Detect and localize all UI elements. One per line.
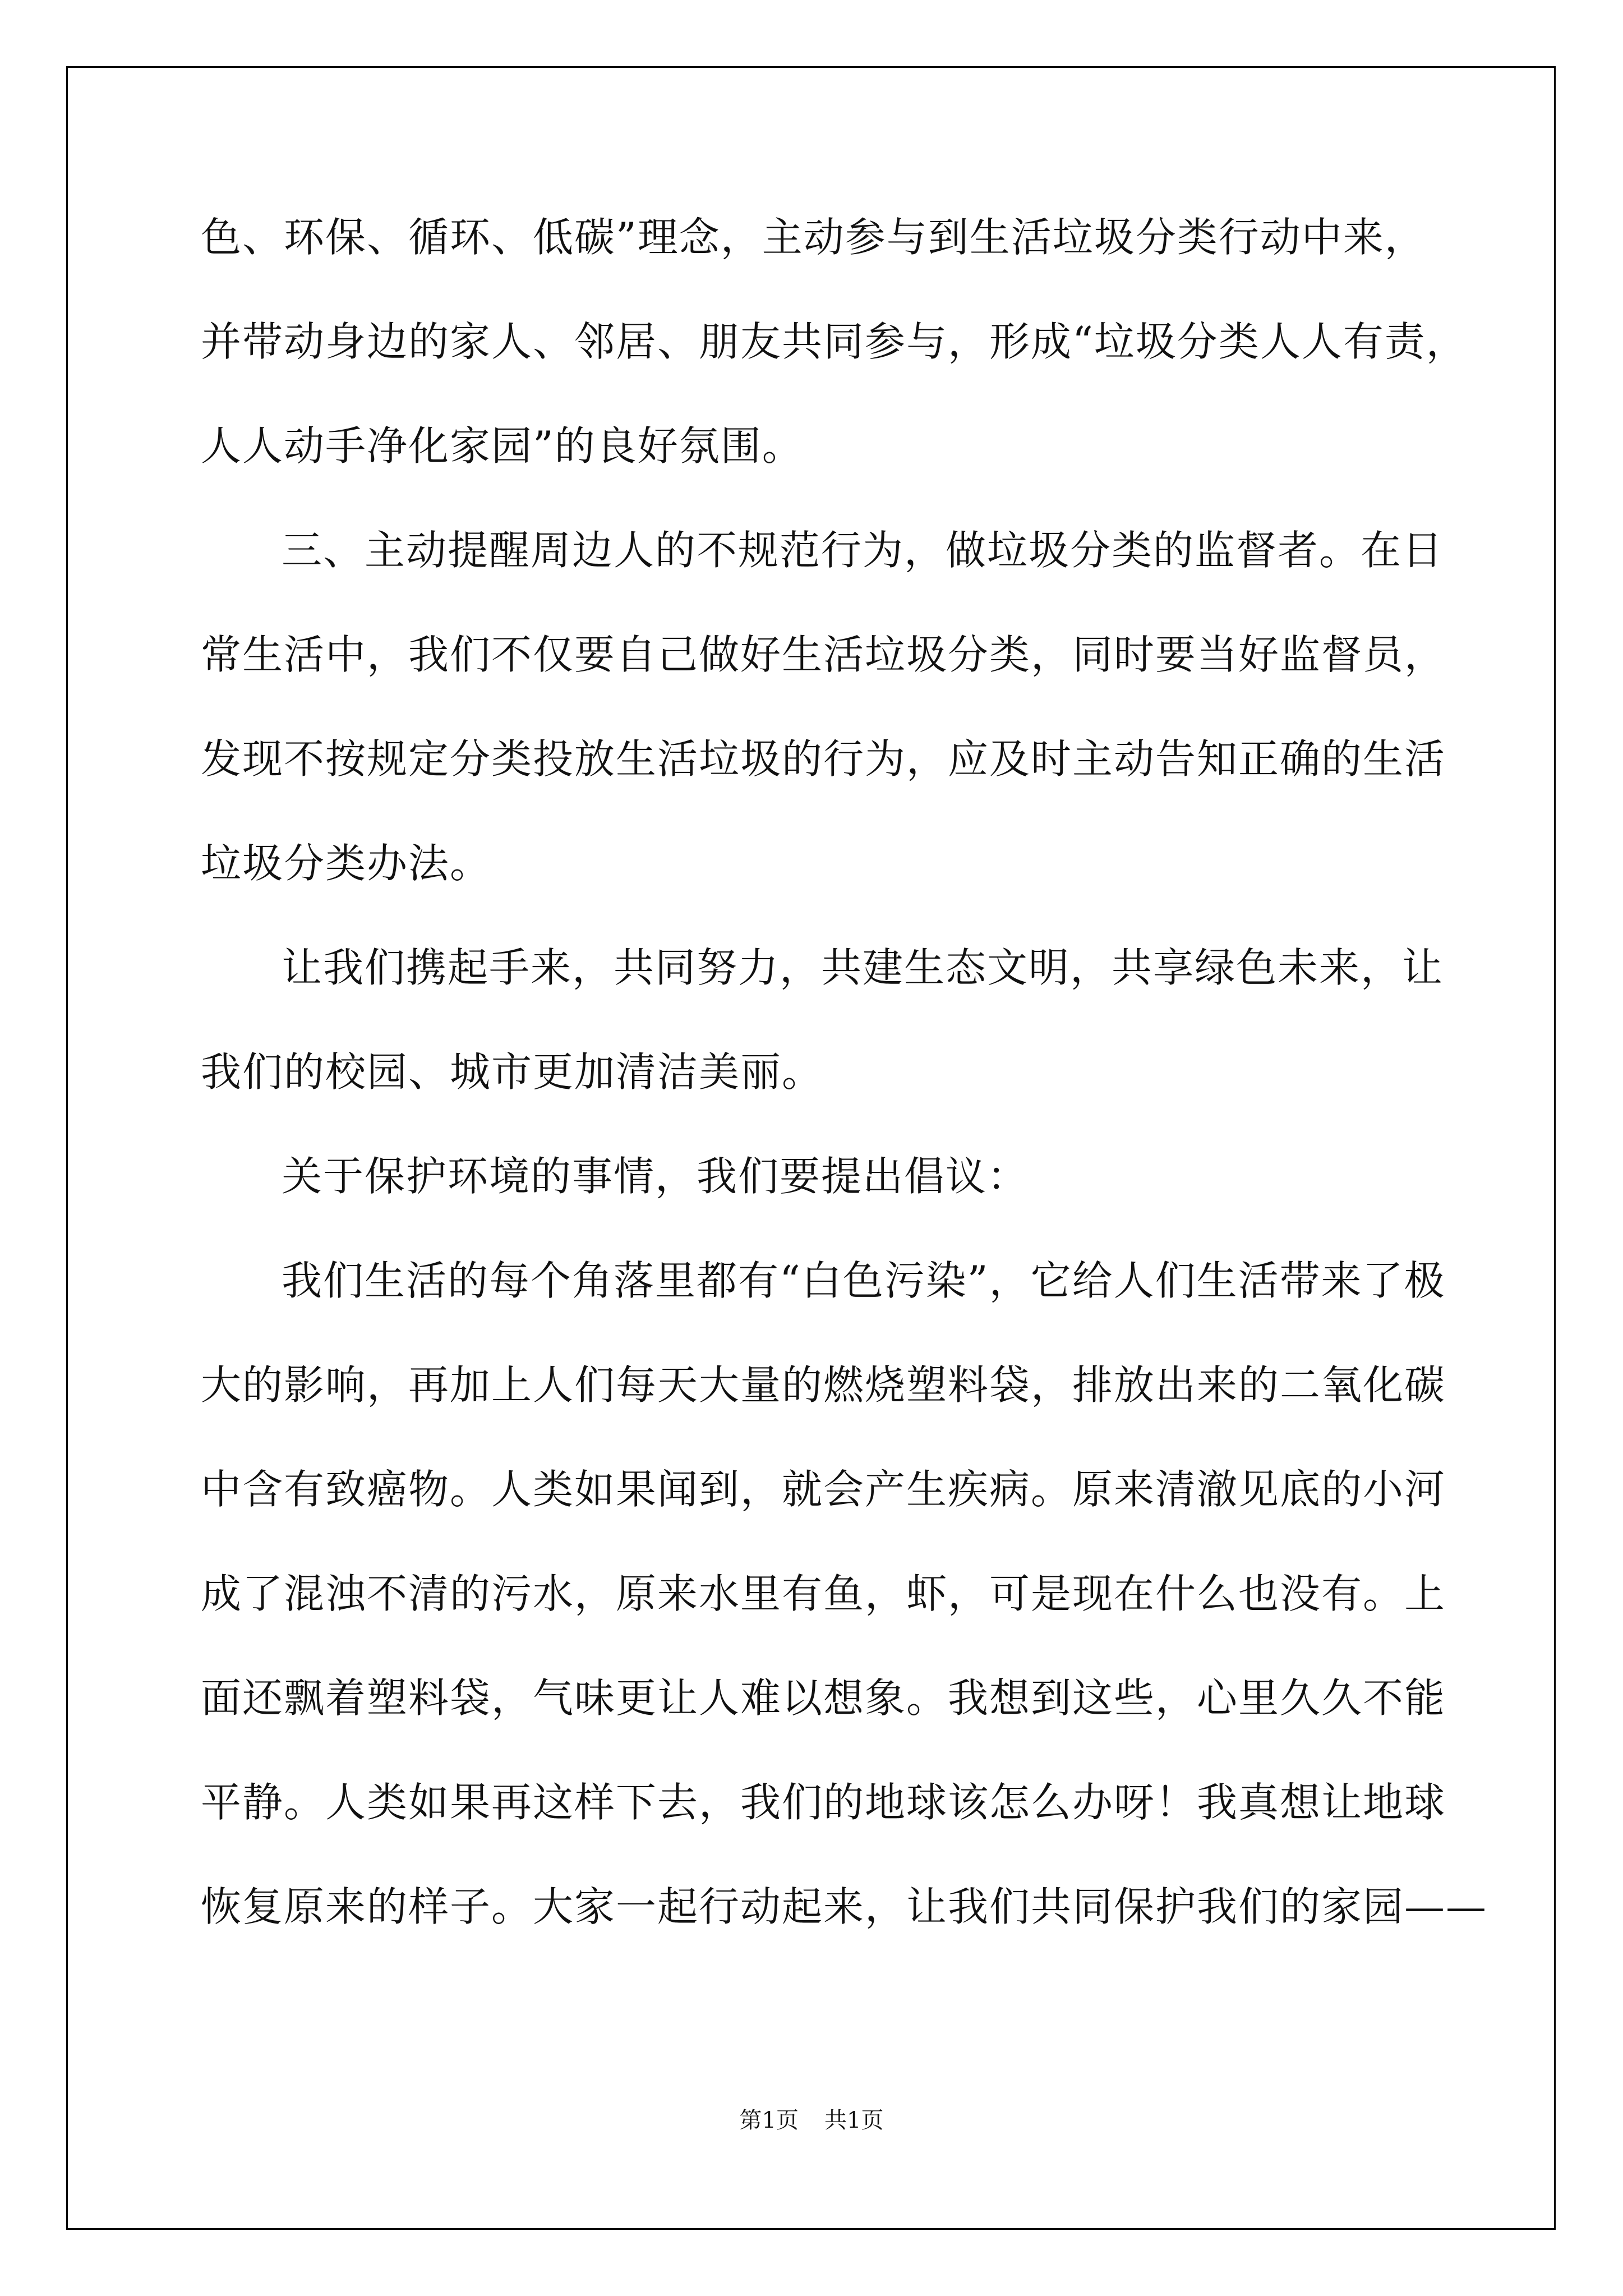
text-line: 三、主动提醒周边人的不规范行为，做垃圾分类的监督者。在日	[282, 527, 1444, 574]
text-line: 人人动手净化家园”的良好氛围。	[201, 422, 804, 470]
text-line: 恢复原来的样子。大家一起行动起来，让我们共同保护我们的家园——	[201, 1883, 1488, 1930]
text-line: 大的影响，再加上人们每天大量的燃烧塑料袋，排放出来的二氧化碳	[201, 1361, 1446, 1409]
text-line: 让我们携起手来，共同努力，共建生态文明，共享绿色未来，让	[282, 944, 1444, 991]
text-line: 垃圾分类办法。	[201, 840, 492, 887]
text-line: 关于保护环境的事情，我们要提出倡议：	[282, 1153, 1029, 1200]
page-total: 共1页	[824, 2108, 884, 2133]
text-line: 面还飘着塑料袋，气味更让人难以想象。我想到这些，心里久久不能	[201, 1674, 1446, 1722]
text-line: 常生活中，我们不仅要自己做好生活垃圾分类，同时要当好监督员，	[201, 631, 1446, 678]
text-line: 中含有致癌物。人类如果闻到，就会产生疾病。原来清澈见底的小河	[201, 1466, 1446, 1513]
text-line: 色、环保、循环、低碳”理念，主动参与到生活垃圾分类行动中来，	[201, 214, 1426, 261]
text-line: 我们的校园、城市更加清洁美丽。	[201, 1048, 824, 1096]
text-line: 并带动身边的家人、邻居、朋友共同参与，形成“垃圾分类人人有责，	[201, 318, 1468, 365]
text-line: 平静。人类如果再这样下去，我们的地球该怎么办呀！我真想让地球	[201, 1779, 1446, 1826]
text-line: 我们生活的每个角落里都有“白色污染”，它给人们生活带来了极	[282, 1257, 1446, 1304]
page-footer	[0, 2106, 1623, 2134]
text-line: 发现不按规定分类投放生活垃圾的行为，应及时主动告知正确的生活	[201, 735, 1446, 783]
page-number: 第1页	[739, 2108, 799, 2133]
text-line: 成了混浊不清的污水，原来水里有鱼，虾，可是现在什么也没有。上	[201, 1570, 1446, 1617]
